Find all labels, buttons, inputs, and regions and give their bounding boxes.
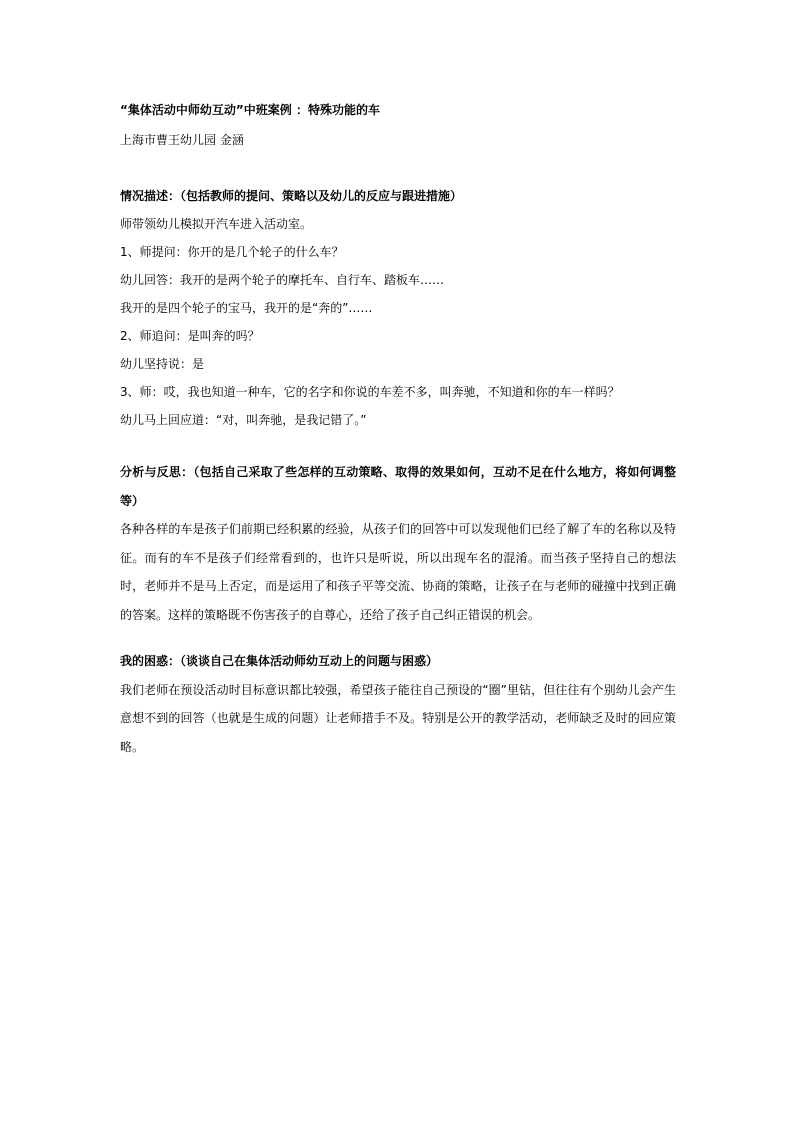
analysis-heading: 分析与反思：（包括自己采取了些怎样的互动策略、取得的效果如何，互动不足在什么地方，将如何调整等） <box>120 465 676 508</box>
confusion-body: 我们老师在预设活动时目标意识都比较强，希望孩子能往自己预设的“圈”里钻，但往往有个别幼儿会产生意想不到的回答（也就是生成的问题）让老师措手不及。特别是公开的教学活动，老师缺乏及时的回应策略。 <box>120 682 676 754</box>
situation-line: 幼儿坚持说：是 <box>120 357 205 371</box>
situation-line: 师带领幼儿模拟开汽车进入活动室。 <box>120 217 313 231</box>
situation-line: 幼儿马上回应道：“对，叫奔驰，是我记错了。” <box>120 413 367 427</box>
situation-line: 1、师提问：你开的是几个轮子的什么车？ <box>120 245 344 259</box>
situation-line: 2、师追问：是叫奔的吗？ <box>120 329 260 343</box>
document-author: 上海市曹王幼儿园 金涵 <box>120 133 244 147</box>
confusion-heading: 我的困惑：（谈谈自己在集体活动师幼互动上的问题与困惑） <box>120 654 439 668</box>
document-content <box>120 102 680 761</box>
situation-line: 幼儿回答：我开的是两个轮子的摩托车、自行车、踏板车…… <box>120 273 445 287</box>
document-title: “集体活动中师幼互动”中班案例 ：特殊功能的车 <box>120 103 380 117</box>
situation-line: 我开的是四个轮子的宝马，我开的是“奔的”…… <box>120 301 373 315</box>
situation-heading: 情况描述：（包括教师的提问、策略以及幼儿的反应与跟进措施） <box>120 189 463 203</box>
situation-line: 3、师：哎，我也知道一种车，它的名字和你说的车差不多，叫奔驰，不知道和你的车一样吗？ <box>120 385 620 399</box>
analysis-body: 各种各样的车是孩子们前期已经积累的经验，从孩子们的回答中可以发现他们已经了解了车的名称以及特征。而有的车不是孩子们经常看到的，也许只是听说，所以出现车名的混淆。而当孩子坚持自己的想法时，老师并不是马上否定，而是运用了和孩子平等交流、协商的策略，让孩子在与老师的碰撞中找到正确的答案。这样的策略既不伤害孩子的自尊心，还给了孩子自己纠正错误的机会。 <box>120 522 676 622</box>
